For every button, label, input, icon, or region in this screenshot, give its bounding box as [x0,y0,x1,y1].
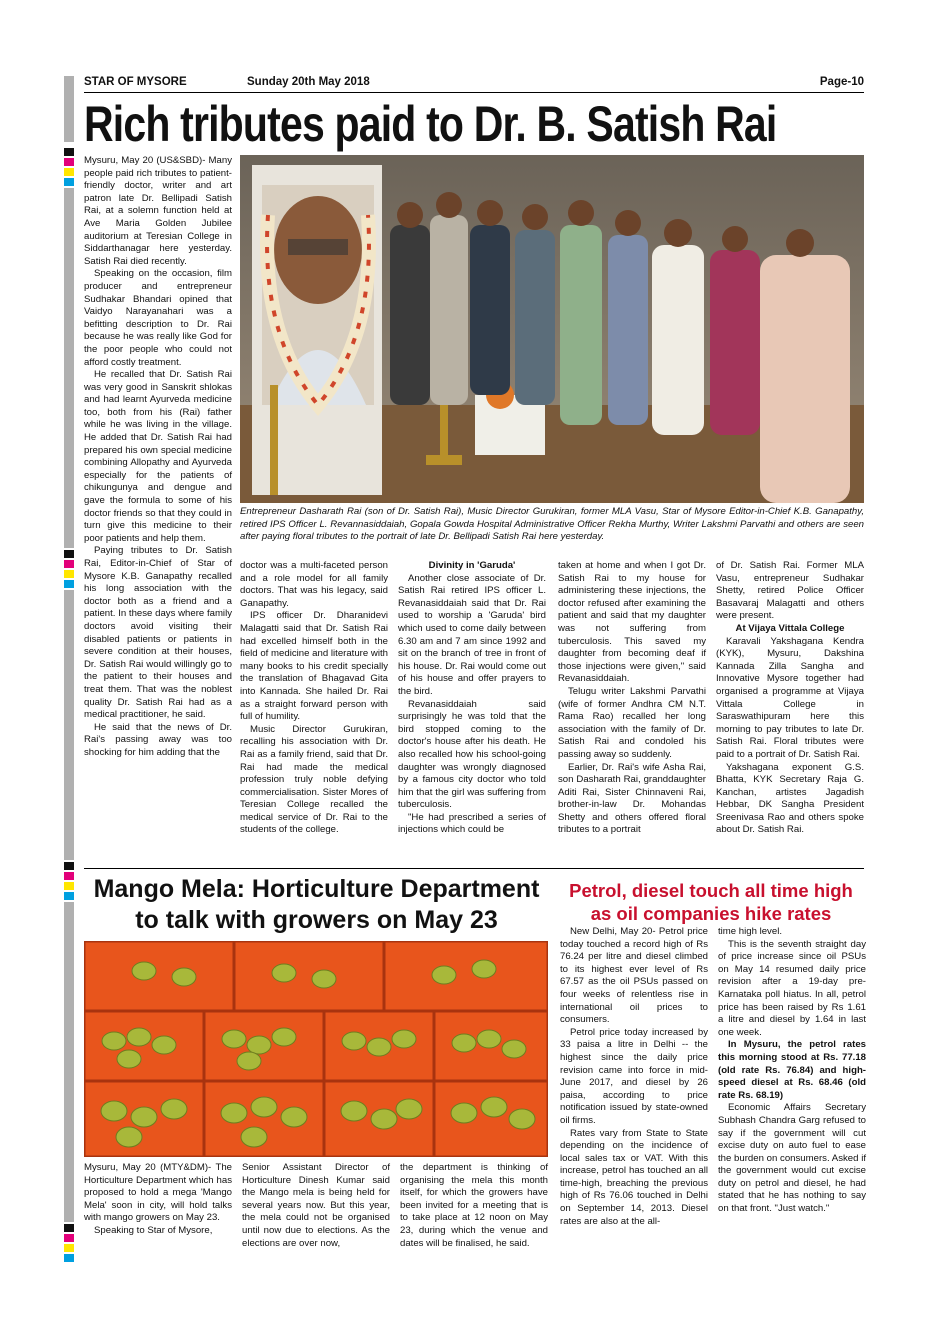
mango-headline [84,874,549,936]
photo-caption: Entrepreneur Dasharath Rai (son of Dr. Satish Rai), Music Director Gurukiran, former MLA Vasu, Star of Mysore Editor-in-Chief K.B. Ganapathy, retired IPS Officer L. Revannasiddaiah, Gopala Gowda Hospital Administrative Officer Rekha Murthy, Writer Lakshmi Parvathi and others are seen after paying floral tributes to the portrait of late Dr. Bellipadi Satish Rai here yesterday. [240,506,864,543]
registration-mark [64,872,74,880]
article1-column-1 [84,155,232,760]
article3-column-2 [718,926,866,1216]
paragraph: Another close associate of Dr. Satish Rai retired IPS officer L. Revanasiddaiah said that Dr. Rai used to worship a 'Garuda' bird which used to come daily between 6.30 am and 7 am since 1992 and sit on the branch of tree in front of his house. Dr. Rai would come out of his house and offer prayers to the bird. [398,572,546,697]
paragraph: Yakshagana exponent G.S. Bhatta, KYK Secretary Raja G. Kanchan, artistes Jagadish Hebbar, DK Sangha President Sreenivasa Rao and others spoke about Dr. Satish Rai. [716,761,864,836]
registration-mark [64,862,74,870]
paragraph: This is the seventh straight day of price increase since oil PSUs on May 14 resumed daily price revision after a 19-day pre-Karnataka poll hiatus. In all, petrol price has been raised by Rs 1.61 a litre and diesel by 1.64 in last one week. [718,938,866,1038]
paragraph: doctor was a multi-faceted person and a role model for all family doctors. That was his legacy, said Ganapathy. [240,560,388,609]
registration-mark [64,892,74,900]
subheading-garuda: Divinity in 'Garuda' [428,560,516,571]
paragraph: Music Director Gurukiran, recalling his association with Dr. Rai as a family friend, said that Dr. Rai had made the medical profession truly noble defying commercialisation. Sister Mores of Teresian College recalled the medical service of Dr. Rai to the students of the college. [240,723,388,836]
paragraph: New Delhi, May 20- Petrol price today touched a record high of Rs 76.24 per litre and diesel climbed to its highest ever level of Rs 67.57 as the oil PSUs passed on four weeks of relentless rise in international oil prices to consumers. [560,926,708,1026]
paragraph: of Dr. Satish Rai. Former MLA Vasu, entrepreneur Sudhakar Shetty, retired Police Officer Basavaraj Malagatti and others were present. [716,560,864,622]
article1-column-5 [716,560,864,837]
paragraph: Telugu writer Lakshmi Parvathi (wife of former Andhra CM N.T. Rama Rao) recalled her long association with the family of Dr. Satish Rai and condoled his passing away so suddenly. [558,685,706,760]
tribute-photo-illustration [240,155,864,503]
mango-headline-line-1: Mango Mela: Horticulture Department [93,875,540,903]
paragraph: Petrol price today increased by 33 paisa a litre in Delhi -- the highest since the daily price revision came into force in mid-June 2017, and diesel by 26 paisa, according to price notification issued by state-owned oil firms. [560,1026,708,1126]
petrol-headline-line-1: Petrol, diesel touch all time high [569,880,853,901]
paragraph: He said that the news of Dr. Rai's passing away was too shocking for him adding that the [84,721,232,758]
paragraph: Mysuru, May 20 (MTY&DM)- The Horticulture Department which has proposed to hold a mega 'Mango Mela' soon in city, will hold talks with mango growers on May 23. [84,1162,232,1224]
mango-crates-illustration [84,941,548,1157]
article2-column-3 [400,1162,548,1250]
registration-mark [64,1244,74,1252]
petrol-headline [556,879,866,925]
registration-mark [64,882,74,890]
article3-column-1 [560,926,708,1228]
registration-mark [64,560,74,568]
paragraph: Karavali Yakshagana Kendra (KYK), Mysuru, Dakshina Kannada Zilla Sangha and Innovative Mysore together had organised a programme at Vijaya Vittala College in Saraswathipuram here this morning to pay tributes to late Dr. Satish Rai. Floral tributes were paid to a portrait of Dr. Satish Rai. [716,635,864,760]
issue-date: Sunday 20th May 2018 [247,76,370,88]
paragraph: Paying tributes to Dr. Satish Rai, Editor-in-Chief of Star of Mysore K.B. Ganapathy recalled his long association with the doctor both as a friend and a patient. In these days where family doctors avoid visiting their disabled patients or patients in severe condition at their houses, Dr. Satish Rai would willingly go to the patient to their houses and treat them. That was the noblest quality Dr. Satish Rai had as a medical practitioner, he said. [84,545,232,721]
registration-mark [64,158,74,166]
paragraph: He recalled that Dr. Satish Rai was very good in Sanskrit shlokas and had learnt Ayurveda medicine too, both from his (Rai) father while he was living in the village. He added that Dr. Satish Rai had prepared his own special medicine combining Allopathy and Ayurveda especially for the patients of chikungunya and dengue and gave the formula to some of his doctor friends so that they could in turn give this medicine to their poor patients and help them. [84,369,232,544]
paragraph: Rates vary from State to State depending on the incidence of local sales tax or VAT. With this increase, petrol has touched an all time-high, breaching the previous high of Rs 76.06 touched in Delhi on September 14, 2013. Diesel rates are also at the all- [560,1127,708,1227]
registration-mark [64,1234,74,1242]
margin-bar [64,76,74,142]
paragraph: Senior Assistant Director of Horticulture Dinesh Kumar said the Mango mela is being held for several years now. But this year, the mela could not be organised until now due to elections. As the elections are over now, [242,1162,390,1249]
page-header [84,76,864,92]
registration-mark [64,178,74,186]
registration-mark [64,148,74,156]
paragraph: time high level. [718,926,782,937]
newspaper-name: STAR OF MYSORE [84,76,187,88]
section-rule [84,868,864,869]
registration-mark [64,550,74,558]
page-number: Page-10 [819,76,864,88]
paragraph: In Mysuru, the petrol rates this morning stood at Rs. 77.18 (old rate Rs. 76.84) and high-speed diesel at Rs. 68.46 (old rate Rs. 68.19) [718,1039,866,1101]
tribute-photo [240,155,864,503]
article1-column-3 [398,560,546,837]
article1-column-4 [558,560,706,837]
paragraph: the department is thinking of organising the mela this month itself, for which the growers have been invited for a meeting that is to take place at 12 noon on May 23, during which the venue and dates will be finalised, he said. [400,1162,548,1249]
petrol-headline-line-2: as oil companies hike rates [590,903,832,924]
paragraph: Mysuru, May 20 (US&SBD)- Many people paid rich tributes to patient-friendly doctor, writer and art patron late Dr. Bellipadi Satish Rai, at a solemn function held at Ave Maria Golden Jubilee auditorium at Teresian College in Siddarthanagar here yesterday. Satish Rai died recently. [84,155,232,267]
subheading-vijaya-vittala: At Vijaya Vittala College [735,622,845,634]
paragraph: "He had prescribed a series of injections which could be [398,811,546,836]
margin-bar [64,590,74,860]
margin-bar [64,188,74,548]
margin-bar [64,902,74,1222]
paragraph: Speaking on the occasion, film producer and entrepreneur Sudhakar Bhandari opined that Vaidyo Narayanahari was a befitting description to Dr. Rai because he was really like God for the poor people who could not afford costly treatment. [84,268,232,368]
paragraph: IPS officer Dr. Dharanidevi Malagatti said that Dr. Satish Rai had excelled himself both in the field of medicine and literature with many books to his credit specially the translation of Bhagavad Gita into Kannada. She hailed Dr. Rai as a straight forward person with full of humility. [240,610,388,723]
mango-photo [84,941,548,1157]
paragraph: taken at home and when I got Dr. Satish Rai to my house for administering these injections, the doctor refused after examining the patient and said that my daughter was not suffering from tuberculosis. This saved my daughter from becoming deaf if those injections were given," said Revanasiddaiah. [558,560,706,685]
article2-column-2 [242,1162,390,1250]
mango-headline-line-2: to talk with growers on May 23 [135,906,498,934]
registration-mark [64,1254,74,1262]
paragraph: Economic Affairs Secretary Subhash Chandra Garg refused to say if the government will cut excise duty on auto fuel to ease the burden on consumers. Asked if the government would cut excise duty on petrol and diesel, he had stated that he has nothing to say on that front. "Just watch." [718,1102,866,1215]
paragraph: Speaking to Star of Mysore, [94,1224,213,1236]
registration-mark [64,580,74,588]
registration-mark [64,168,74,176]
main-headline: Rich tributes paid to Dr. B. Satish Rai [84,96,777,152]
paragraph: Earlier, Dr. Rai's wife Asha Rai, son Dasharath Rai, granddaughter Aditi Rai, Sister Chinnaveni Rai, brother-in-law Dr. Mohandas Shetty and others offered floral tributes to a portrait [558,761,706,836]
registration-mark [64,570,74,578]
registration-mark [64,1224,74,1232]
paragraph: Revanasiddaiah said surprisingly he was told that the bird stopped coming to the doctor's house after his death. He also recalled how his school-going daughter was wrongly diagnosed by a famous city doctor who told him that the girl was suffering from tuberculosis. [398,698,546,811]
article2-column-1 [84,1162,232,1238]
article1-column-2 [240,560,388,837]
